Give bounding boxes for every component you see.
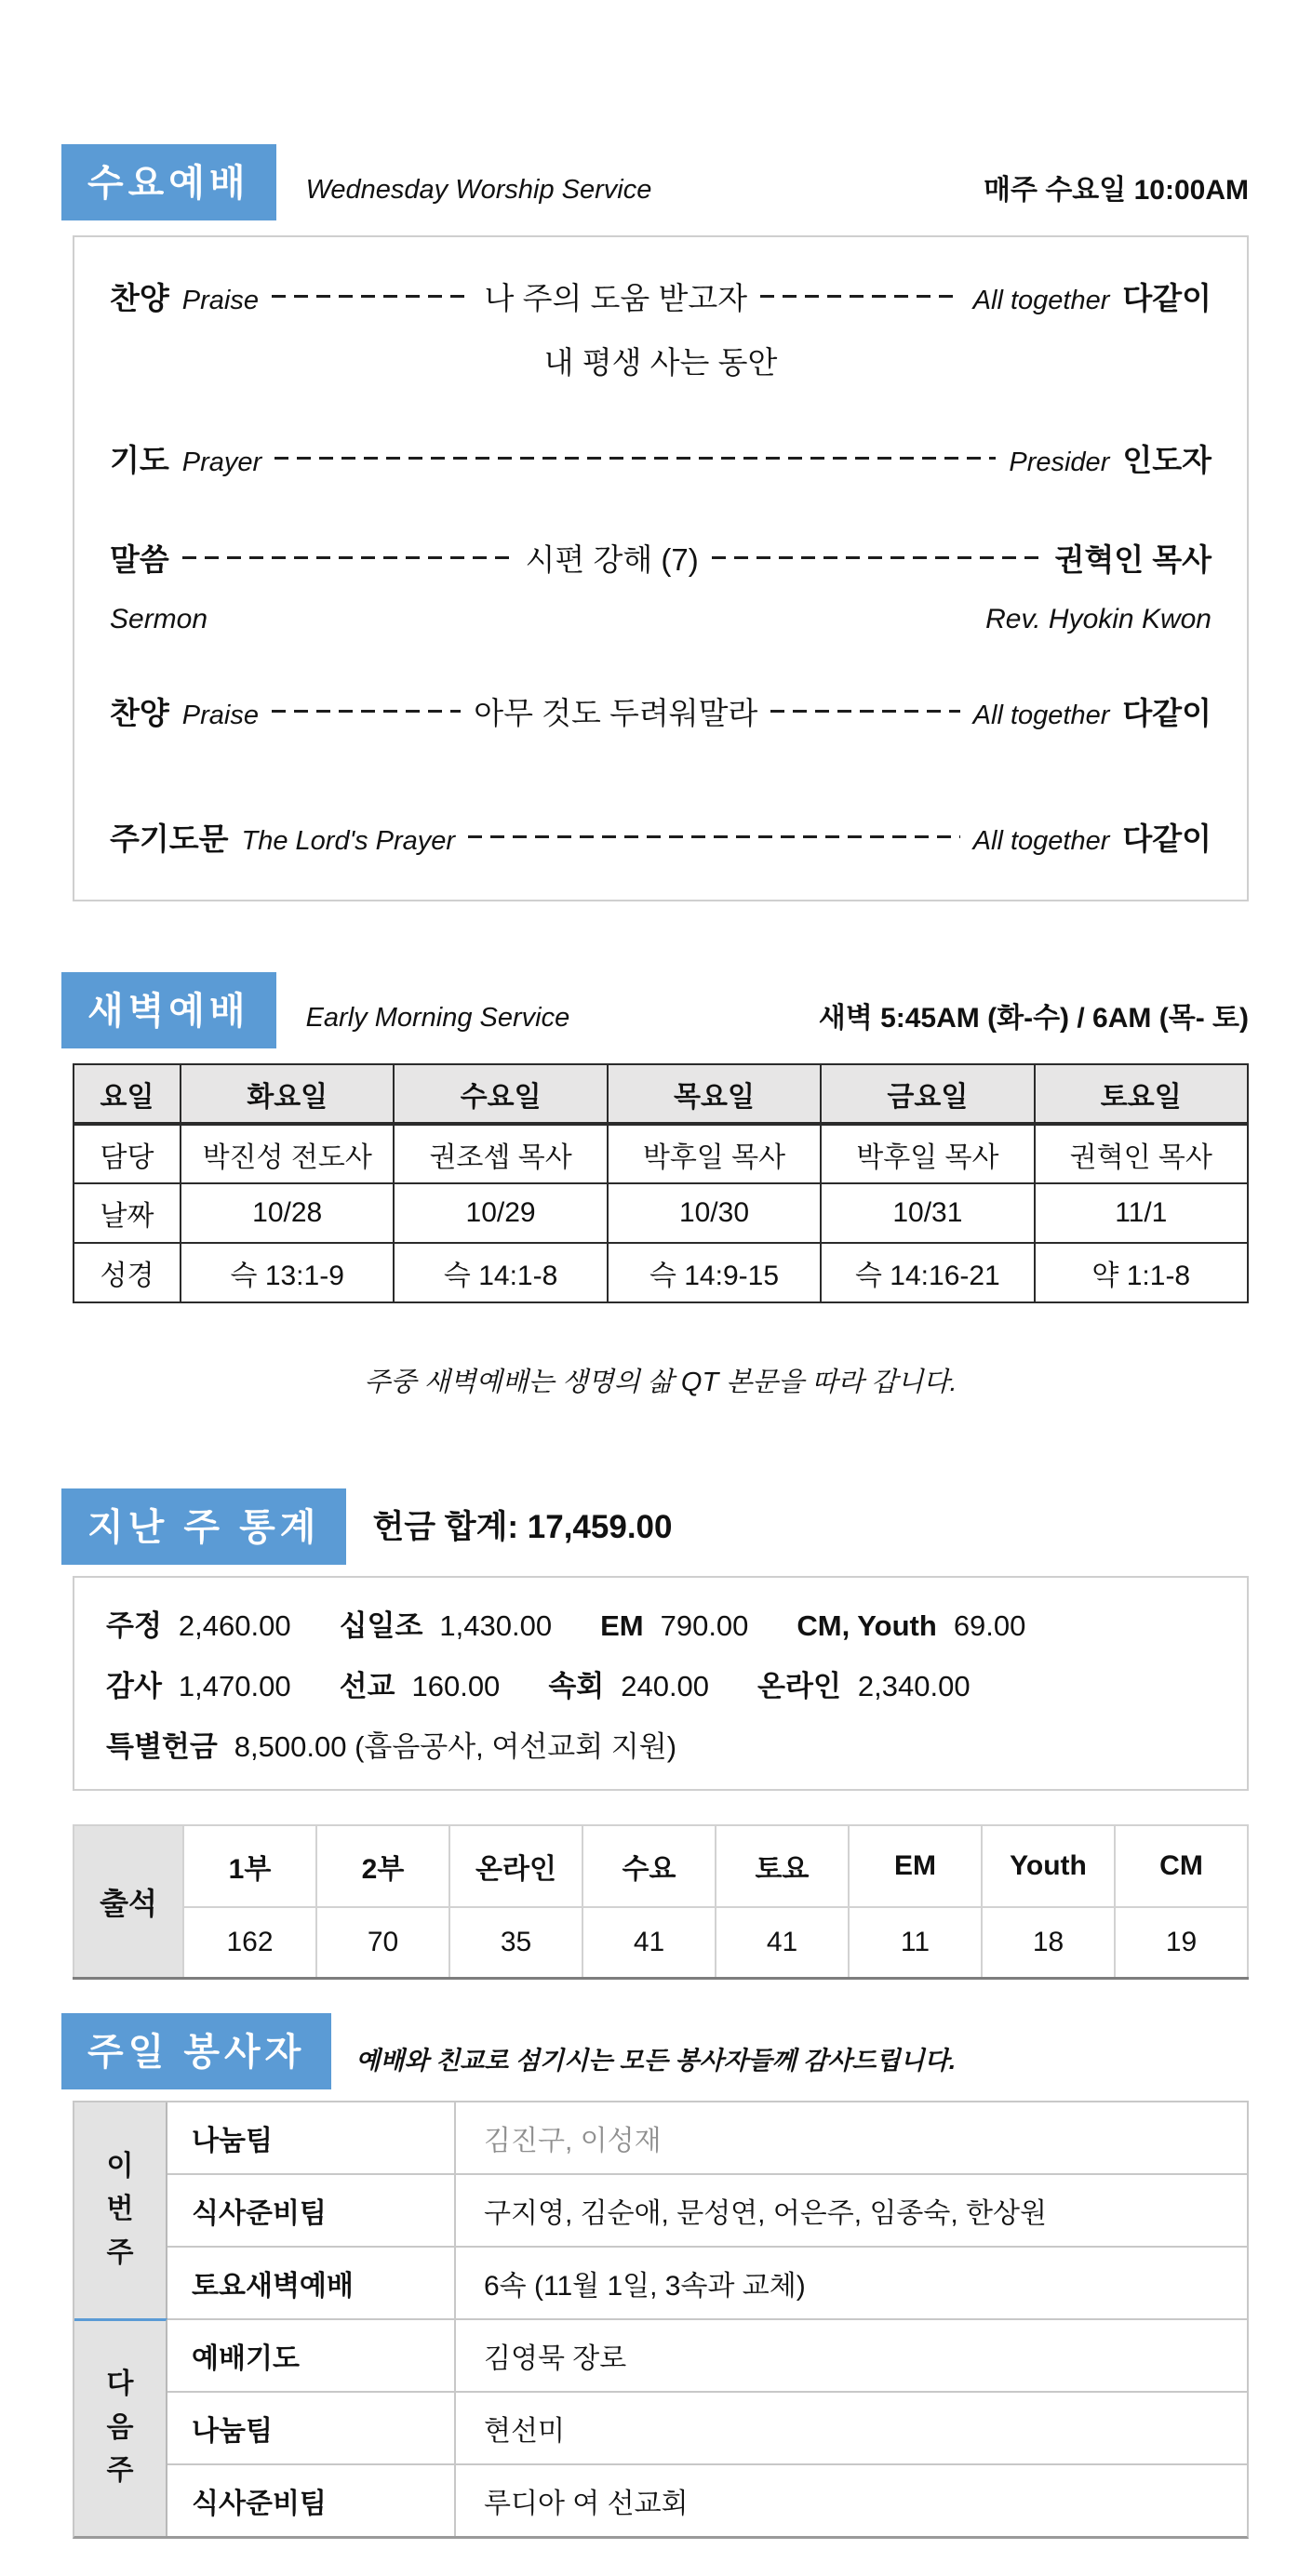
offering-value: 8,500.00 (흡음공사, 여선교회 지원) bbox=[234, 1730, 677, 1763]
offering-label: 온라인 bbox=[757, 1670, 841, 1702]
dash-leader bbox=[770, 710, 959, 713]
volunteer-names: 김영묵 장로 bbox=[484, 2342, 627, 2374]
volunteers-header bbox=[61, 2013, 1249, 2089]
offering-box bbox=[73, 1576, 1249, 1791]
offering-item bbox=[106, 1662, 291, 1704]
dash-leader bbox=[274, 457, 996, 460]
table-cell: 성경 bbox=[74, 1243, 181, 1302]
attendance-column-header: EM bbox=[849, 1825, 982, 1907]
volunteer-role: 식사준비팀 bbox=[167, 2465, 456, 2536]
order-item-by-en: Rev. Hyokin Kwon bbox=[985, 604, 1212, 634]
table-row bbox=[74, 1243, 1248, 1302]
order-item-label: 기도 bbox=[110, 443, 169, 477]
table-row bbox=[74, 1183, 1248, 1243]
stats-title: 지난 주 통계 bbox=[61, 1488, 346, 1565]
table-cell: 10/28 bbox=[181, 1183, 394, 1243]
volunteer-rows bbox=[167, 2102, 1247, 2318]
order-item-by-en: All together bbox=[972, 701, 1110, 730]
attendance-column-header: 토요 bbox=[716, 1825, 849, 1907]
attendance-value: 41 bbox=[582, 1907, 716, 1978]
order-item-label: 찬양 bbox=[110, 281, 169, 315]
table-cell: 11/1 bbox=[1035, 1183, 1248, 1243]
offering-line bbox=[106, 1602, 1215, 1644]
order-item-by: 다같이 bbox=[1122, 281, 1212, 315]
early-morning-title: 새벽예배 bbox=[61, 972, 276, 1048]
table-cell: 권조셉 목사 bbox=[394, 1124, 607, 1183]
offering-label: 특별헌금 bbox=[106, 1730, 218, 1763]
offering-value: 2,340.00 bbox=[857, 1670, 971, 1702]
attendance-column-header: CM bbox=[1115, 1825, 1248, 1907]
stats-header bbox=[61, 1488, 1249, 1565]
dash-leader bbox=[760, 295, 960, 298]
order-item-by-en: All together bbox=[972, 286, 1110, 315]
offering-item bbox=[106, 1602, 291, 1644]
worship-order-box bbox=[73, 235, 1249, 901]
offering-item bbox=[340, 1602, 553, 1644]
offering-label: 십일조 bbox=[339, 1609, 423, 1642]
table-header-cell: 수요일 bbox=[394, 1064, 607, 1124]
offering-line bbox=[106, 1723, 1215, 1765]
attendance-column-header: 2부 bbox=[316, 1825, 449, 1907]
volunteer-role: 예배기도 bbox=[167, 2320, 456, 2391]
table-header-cell: 금요일 bbox=[821, 1064, 1034, 1124]
attendance-column-header: 1부 bbox=[183, 1825, 316, 1907]
order-item-content: 시편 강해 (7) bbox=[525, 542, 699, 577]
volunteer-rows bbox=[167, 2318, 1247, 2536]
wednesday-service-subtitle: Wednesday Worship Service bbox=[305, 175, 652, 205]
order-item-label: 찬양 bbox=[110, 696, 169, 730]
order-item-label: 주기도문 bbox=[110, 821, 229, 856]
offering-value: 240.00 bbox=[621, 1670, 710, 1702]
volunteer-names: 구지영, 김순애, 문성연, 어은주, 임종숙, 한상원 bbox=[484, 2197, 1047, 2229]
offering-label: 주정 bbox=[106, 1609, 162, 1642]
table-header-cell: 목요일 bbox=[608, 1064, 821, 1124]
order-item-label: 말씀 bbox=[110, 542, 169, 577]
early-morning-schedule: 새벽 5:45AM (화-수) / 6AM (목- 토) bbox=[818, 1003, 1249, 1034]
dash-leader bbox=[272, 295, 472, 298]
offering-label: 선교 bbox=[339, 1670, 395, 1702]
volunteer-row bbox=[167, 2391, 1247, 2463]
attendance-column-header: 온라인 bbox=[449, 1825, 582, 1907]
order-row bbox=[110, 689, 1212, 733]
offering-item bbox=[757, 1662, 971, 1704]
offering-value: 1,430.00 bbox=[439, 1609, 553, 1642]
table-cell: 슥 14:16-21 bbox=[821, 1243, 1034, 1302]
attendance-value: 162 bbox=[183, 1907, 316, 1978]
volunteer-week-group bbox=[74, 2102, 1247, 2318]
week-label: 이 번 주 bbox=[74, 2102, 167, 2318]
offering-value: 790.00 bbox=[660, 1609, 749, 1642]
table-cell: 약 1:1-8 bbox=[1035, 1243, 1248, 1302]
dash-leader bbox=[712, 556, 1042, 559]
volunteer-names: 현선미 bbox=[484, 2415, 565, 2447]
table-header-cell: 요일 bbox=[74, 1064, 181, 1124]
wednesday-service-title: 수요예배 bbox=[61, 144, 276, 220]
order-item-subline bbox=[110, 604, 1212, 635]
order-item-label-en: The Lord's Prayer bbox=[241, 826, 456, 856]
dash-leader bbox=[468, 835, 960, 838]
order-item-by-en: All together bbox=[972, 826, 1110, 856]
table-cell: 담당 bbox=[74, 1124, 181, 1183]
volunteer-row bbox=[167, 2246, 1247, 2318]
attendance-column-header: 수요 bbox=[582, 1825, 716, 1907]
early-morning-table bbox=[73, 1063, 1249, 1303]
table-cell: 박후일 목사 bbox=[821, 1124, 1034, 1183]
offering-label: CM, Youth bbox=[797, 1609, 937, 1642]
table-cell: 슥 14:1-8 bbox=[394, 1243, 607, 1302]
volunteers-title: 주일 봉사자 bbox=[61, 2013, 331, 2089]
offering-item bbox=[106, 1723, 676, 1765]
table-cell: 날짜 bbox=[74, 1183, 181, 1243]
volunteer-names: 김진구, 이성재 bbox=[484, 2125, 662, 2156]
table-row bbox=[74, 1124, 1248, 1183]
attendance-table bbox=[73, 1824, 1249, 1980]
table-cell: 박진성 전도사 bbox=[181, 1124, 394, 1183]
order-item-by: 다같이 bbox=[1122, 696, 1212, 730]
offering-item bbox=[797, 1609, 1025, 1643]
offering-value: 1,470.00 bbox=[178, 1670, 291, 1702]
table-cell: 10/29 bbox=[394, 1183, 607, 1243]
early-morning-header bbox=[61, 972, 1249, 1048]
order-item-by: 인도자 bbox=[1122, 443, 1212, 477]
order-row bbox=[110, 536, 1212, 580]
volunteer-row bbox=[167, 2173, 1247, 2246]
attendance-value: 70 bbox=[316, 1907, 449, 1978]
attendance-values-row bbox=[74, 1907, 1248, 1978]
qt-note: 주중 새벽예배는 생명의 삶 QT 본문을 따라 갑니다. bbox=[364, 1368, 957, 1397]
attendance-value: 19 bbox=[1115, 1907, 1248, 1978]
table-header-cell: 토요일 bbox=[1035, 1064, 1248, 1124]
order-row bbox=[110, 274, 1212, 318]
attendance-value: 11 bbox=[849, 1907, 982, 1978]
order-item-content: 나 주의 도움 받고자 bbox=[484, 281, 748, 315]
offering-value: 160.00 bbox=[411, 1670, 501, 1702]
wednesday-service-header bbox=[61, 144, 1249, 220]
volunteer-role: 나눔팀 bbox=[167, 2102, 456, 2173]
volunteer-row bbox=[167, 2102, 1247, 2173]
offering-value: 69.00 bbox=[953, 1609, 1026, 1642]
table-cell: 슥 13:1-9 bbox=[181, 1243, 394, 1302]
offering-line bbox=[106, 1662, 1215, 1704]
attendance-value: 35 bbox=[449, 1907, 582, 1978]
attendance-value: 41 bbox=[716, 1907, 849, 1978]
offering-item bbox=[600, 1609, 748, 1643]
offering-item bbox=[548, 1662, 709, 1704]
table-cell: 10/31 bbox=[821, 1183, 1034, 1243]
attendance-row-label: 출석 bbox=[74, 1825, 183, 1978]
volunteer-week-group bbox=[74, 2318, 1247, 2536]
dash-leader bbox=[182, 556, 513, 559]
offering-total: 헌금 합계: 17,459.00 bbox=[372, 1509, 673, 1545]
table-cell: 권혁인 목사 bbox=[1035, 1124, 1248, 1183]
table-header-row bbox=[74, 1064, 1248, 1124]
order-item-by: 권혁인 목사 bbox=[1054, 542, 1212, 577]
volunteers-table bbox=[73, 2101, 1249, 2539]
offering-label: 감사 bbox=[106, 1670, 162, 1702]
order-row bbox=[110, 436, 1212, 480]
order-item-label-en: Praise bbox=[181, 701, 259, 730]
attendance-value: 18 bbox=[982, 1907, 1115, 1978]
table-cell: 10/30 bbox=[608, 1183, 821, 1243]
order-item-label-en: Prayer bbox=[181, 447, 262, 477]
order-item-content-line2: 내 평생 사는 동안 bbox=[543, 345, 778, 380]
offering-label: EM bbox=[600, 1609, 644, 1642]
table-cell: 슥 14:9-15 bbox=[608, 1243, 821, 1302]
dash-leader bbox=[272, 710, 461, 713]
volunteer-row bbox=[167, 2318, 1247, 2391]
order-item-content: 아무 것도 두려워말라 bbox=[474, 696, 758, 730]
offering-label: 속회 bbox=[548, 1670, 605, 1702]
volunteer-role: 나눔팀 bbox=[167, 2393, 456, 2463]
order-row bbox=[110, 815, 1212, 859]
offering-value: 2,460.00 bbox=[178, 1609, 291, 1642]
table-header-cell: 화요일 bbox=[181, 1064, 394, 1124]
order-item-label-en: Praise bbox=[181, 286, 259, 315]
table-cell: 박후일 목사 bbox=[608, 1124, 821, 1183]
offering-item bbox=[340, 1662, 501, 1704]
volunteer-row bbox=[167, 2463, 1247, 2536]
order-item-label-en: Sermon bbox=[110, 604, 208, 634]
week-label: 다 음 주 bbox=[74, 2318, 167, 2536]
volunteer-names: 루디아 여 선교회 bbox=[484, 2488, 689, 2519]
attendance-column-header: Youth bbox=[982, 1825, 1115, 1907]
attendance-header-row bbox=[74, 1825, 1248, 1907]
early-morning-subtitle: Early Morning Service bbox=[305, 1003, 570, 1033]
volunteers-note: 예배와 친교로 섬기시는 모든 봉사자들께 감사드립니다. bbox=[355, 2046, 957, 2075]
wednesday-service-schedule: 매주 수요일 10:00AM bbox=[984, 175, 1249, 206]
volunteer-role: 토요새벽예배 bbox=[167, 2248, 456, 2318]
order-item-by: 다같이 bbox=[1122, 821, 1212, 856]
volunteer-role: 식사준비팀 bbox=[167, 2175, 456, 2246]
order-item-by-en: Presider bbox=[1009, 447, 1110, 477]
volunteer-names: 6속 (11월 1일, 3속과 교체) bbox=[484, 2270, 806, 2302]
